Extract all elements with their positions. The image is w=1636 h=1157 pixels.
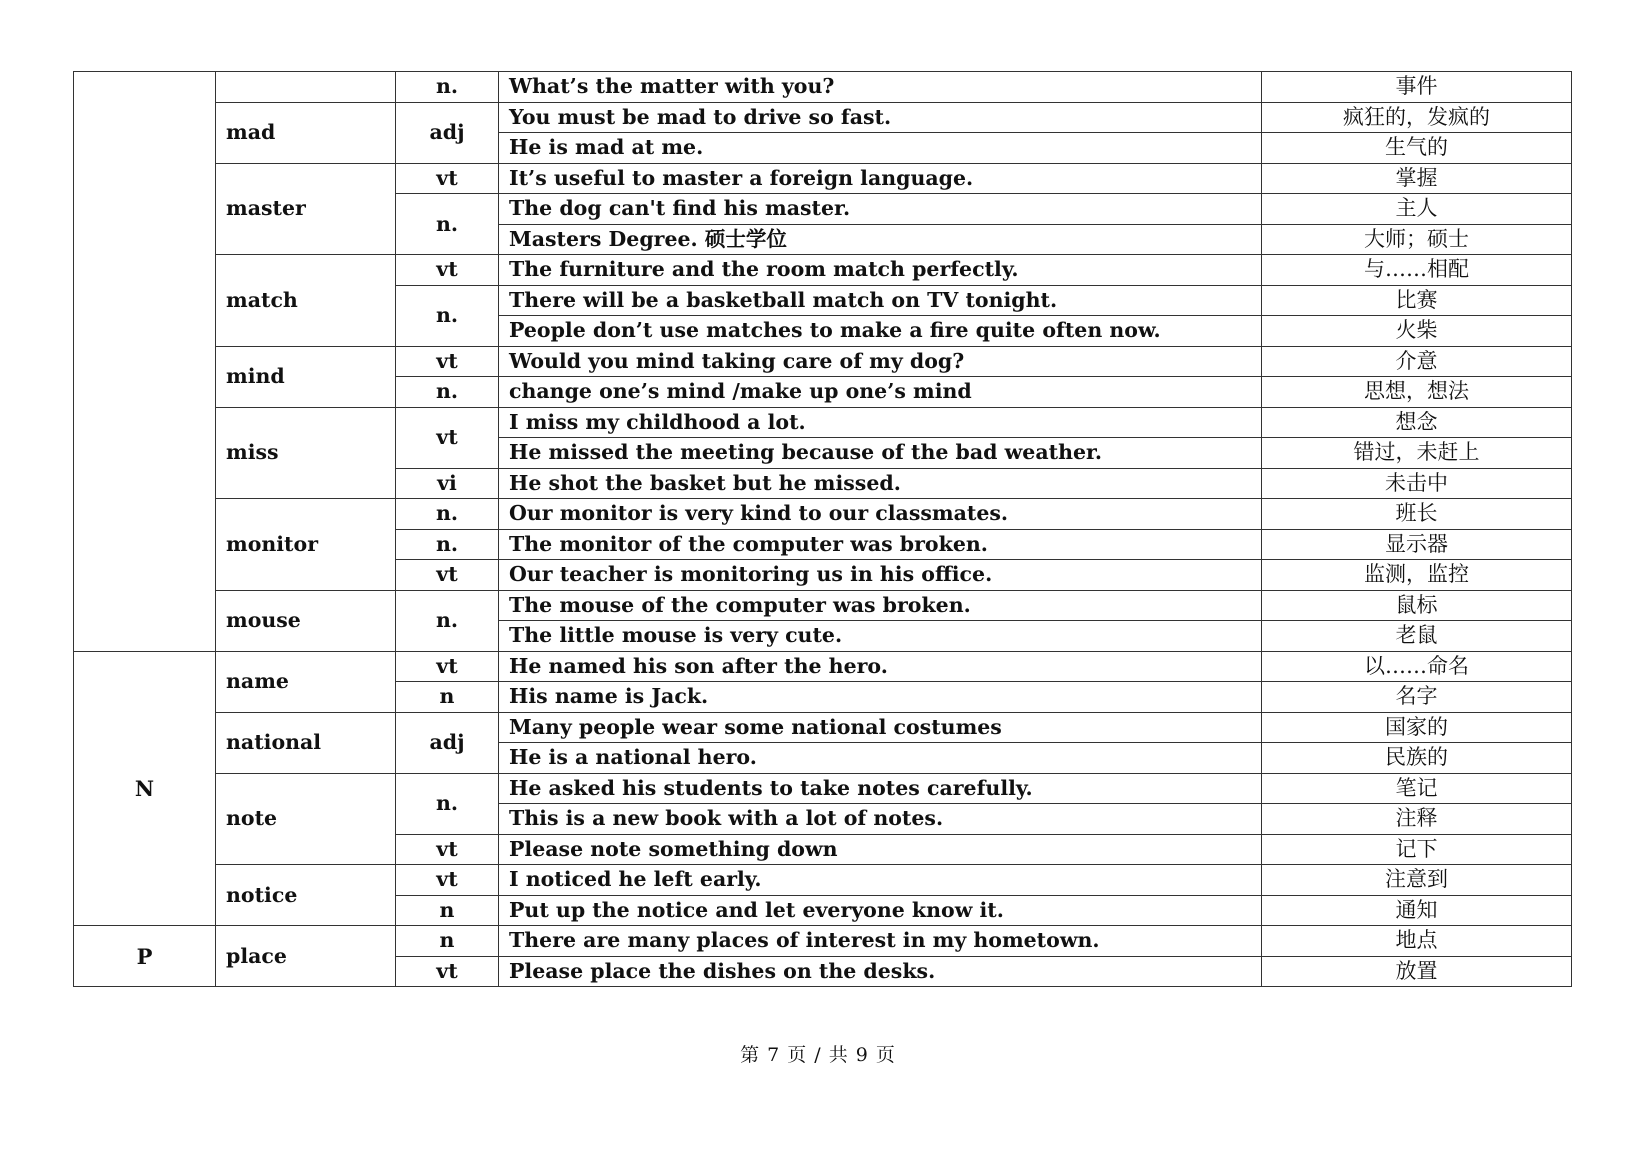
part-of-speech-cell: vt	[396, 865, 499, 896]
part-of-speech-cell: vt	[396, 163, 499, 194]
part-of-speech-cell: vt	[396, 956, 499, 987]
example-sentence-cell: Our teacher is monitoring us in his office.	[499, 560, 1262, 591]
part-of-speech-cell: n.	[396, 529, 499, 560]
example-sentence-cell: Our monitor is very kind to our classmates.	[499, 499, 1262, 530]
part-of-speech-cell: n.	[396, 285, 499, 346]
part-of-speech-cell: n.	[396, 773, 499, 834]
word-cell: monitor	[216, 499, 396, 591]
part-of-speech-cell: vt	[396, 407, 499, 468]
chinese-meaning-cell: 未击中	[1262, 468, 1572, 499]
example-sentence-cell: The monitor of the computer was broken.	[499, 529, 1262, 560]
example-sentence-cell: It’s useful to master a foreign language.	[499, 163, 1262, 194]
chinese-meaning-cell: 注释	[1262, 804, 1572, 835]
chinese-meaning-cell: 思想，想法	[1262, 377, 1572, 408]
example-sentence-cell: Would you mind taking care of my dog?	[499, 346, 1262, 377]
part-of-speech-cell: n	[396, 895, 499, 926]
word-cell: note	[216, 773, 396, 865]
part-of-speech-cell: n.	[396, 377, 499, 408]
example-sentence-cell: People don’t use matches to make a fire quite often now.	[499, 316, 1262, 347]
table-row	[74, 926, 1572, 957]
chinese-meaning-cell: 疯狂的，发疯的	[1262, 102, 1572, 133]
letter-cell: N	[74, 651, 216, 926]
part-of-speech-cell: vt	[396, 255, 499, 286]
part-of-speech-cell: n.	[396, 499, 499, 530]
part-of-speech-cell: vt	[396, 560, 499, 591]
part-of-speech-cell: n	[396, 682, 499, 713]
table-row	[74, 407, 1572, 438]
example-sentence-cell: Many people wear some national costumes	[499, 712, 1262, 743]
page-number: 第 7 页 / 共 9 页	[740, 1044, 896, 1066]
word-cell	[216, 72, 396, 103]
table-row	[74, 712, 1572, 743]
table-row	[74, 346, 1572, 377]
table-row	[74, 590, 1572, 621]
example-sentence-cell: The furniture and the room match perfectly.	[499, 255, 1262, 286]
chinese-meaning-cell: 笔记	[1262, 773, 1572, 804]
example-sentence-cell: Please note something down	[499, 834, 1262, 865]
chinese-meaning-cell: 介意	[1262, 346, 1572, 377]
example-sentence-cell: He named his son after the hero.	[499, 651, 1262, 682]
example-sentence-cell: There are many places of interest in my hometown.	[499, 926, 1262, 957]
word-cell: mad	[216, 102, 396, 163]
chinese-meaning-cell: 火柴	[1262, 316, 1572, 347]
table-row	[74, 163, 1572, 194]
chinese-meaning-cell: 显示器	[1262, 529, 1572, 560]
chinese-meaning-cell: 错过，未赶上	[1262, 438, 1572, 469]
chinese-meaning-cell: 鼠标	[1262, 590, 1572, 621]
example-sentence-cell: He shot the basket but he missed.	[499, 468, 1262, 499]
word-cell: name	[216, 651, 396, 712]
table-row	[74, 651, 1572, 682]
chinese-meaning-cell: 主人	[1262, 194, 1572, 225]
chinese-meaning-cell: 生气的	[1262, 133, 1572, 164]
part-of-speech-cell: adj	[396, 102, 499, 163]
word-cell: miss	[216, 407, 396, 499]
example-sentence-cell: Masters Degree. 硕士学位	[499, 224, 1262, 255]
example-sentence-cell: There will be a basketball match on TV tonight.	[499, 285, 1262, 316]
example-sentence-cell: I miss my childhood a lot.	[499, 407, 1262, 438]
example-sentence-cell: He missed the meeting because of the bad weather.	[499, 438, 1262, 469]
word-cell: match	[216, 255, 396, 347]
chinese-meaning-cell: 地点	[1262, 926, 1572, 957]
table-row	[74, 865, 1572, 896]
part-of-speech-cell: n	[396, 926, 499, 957]
chinese-meaning-cell: 放置	[1262, 956, 1572, 987]
vocabulary-table-body	[74, 72, 1572, 987]
part-of-speech-cell: adj	[396, 712, 499, 773]
example-sentence-cell: You must be mad to drive so fast.	[499, 102, 1262, 133]
chinese-meaning-cell: 班长	[1262, 499, 1572, 530]
chinese-meaning-cell: 注意到	[1262, 865, 1572, 896]
word-cell: mouse	[216, 590, 396, 651]
word-cell: national	[216, 712, 396, 773]
chinese-meaning-cell: 监测，监控	[1262, 560, 1572, 591]
chinese-meaning-cell: 掌握	[1262, 163, 1572, 194]
chinese-meaning-cell: 记下	[1262, 834, 1572, 865]
example-sentence-cell: The dog can't find his master.	[499, 194, 1262, 225]
word-cell: master	[216, 163, 396, 255]
table-row	[74, 102, 1572, 133]
word-cell: notice	[216, 865, 396, 926]
chinese-meaning-cell: 以……命名	[1262, 651, 1572, 682]
chinese-meaning-cell: 比赛	[1262, 285, 1572, 316]
table-row	[74, 499, 1572, 530]
part-of-speech-cell: vt	[396, 834, 499, 865]
part-of-speech-cell: vt	[396, 651, 499, 682]
chinese-meaning-cell: 想念	[1262, 407, 1572, 438]
chinese-meaning-cell: 通知	[1262, 895, 1572, 926]
chinese-meaning-cell: 名字	[1262, 682, 1572, 713]
example-sentence-cell: He asked his students to take notes carefully.	[499, 773, 1262, 804]
chinese-meaning-cell: 民族的	[1262, 743, 1572, 774]
part-of-speech-cell: vi	[396, 468, 499, 499]
example-sentence-cell: This is a new book with a lot of notes.	[499, 804, 1262, 835]
example-sentence-cell: What’s the matter with you?	[499, 72, 1262, 103]
table-row	[74, 773, 1572, 804]
example-sentence-cell: He is a national hero.	[499, 743, 1262, 774]
table-row	[74, 255, 1572, 286]
part-of-speech-cell: n.	[396, 590, 499, 651]
part-of-speech-cell: vt	[396, 346, 499, 377]
letter-cell	[74, 72, 216, 652]
example-sentence-cell: change one’s mind /make up one’s mind	[499, 377, 1262, 408]
table-row	[74, 72, 1572, 103]
example-sentence-cell: The little mouse is very cute.	[499, 621, 1262, 652]
word-cell: mind	[216, 346, 396, 407]
chinese-meaning-cell: 事件	[1262, 72, 1572, 103]
letter-cell: P	[74, 926, 216, 987]
chinese-meaning-cell: 与……相配	[1262, 255, 1572, 286]
example-sentence-cell: The mouse of the computer was broken.	[499, 590, 1262, 621]
vocabulary-table	[73, 71, 1572, 987]
chinese-meaning-cell: 国家的	[1262, 712, 1572, 743]
example-sentence-cell: Put up the notice and let everyone know it.	[499, 895, 1262, 926]
part-of-speech-cell: n.	[396, 194, 499, 255]
chinese-meaning-cell: 老鼠	[1262, 621, 1572, 652]
example-sentence-cell: Please place the dishes on the desks.	[499, 956, 1262, 987]
example-sentence-cell: I noticed he left early.	[499, 865, 1262, 896]
chinese-meaning-cell: 大师；硕士	[1262, 224, 1572, 255]
part-of-speech-cell: n.	[396, 72, 499, 103]
example-sentence-cell: He is mad at me.	[499, 133, 1262, 164]
example-sentence-cell: His name is Jack.	[499, 682, 1262, 713]
word-cell: place	[216, 926, 396, 987]
